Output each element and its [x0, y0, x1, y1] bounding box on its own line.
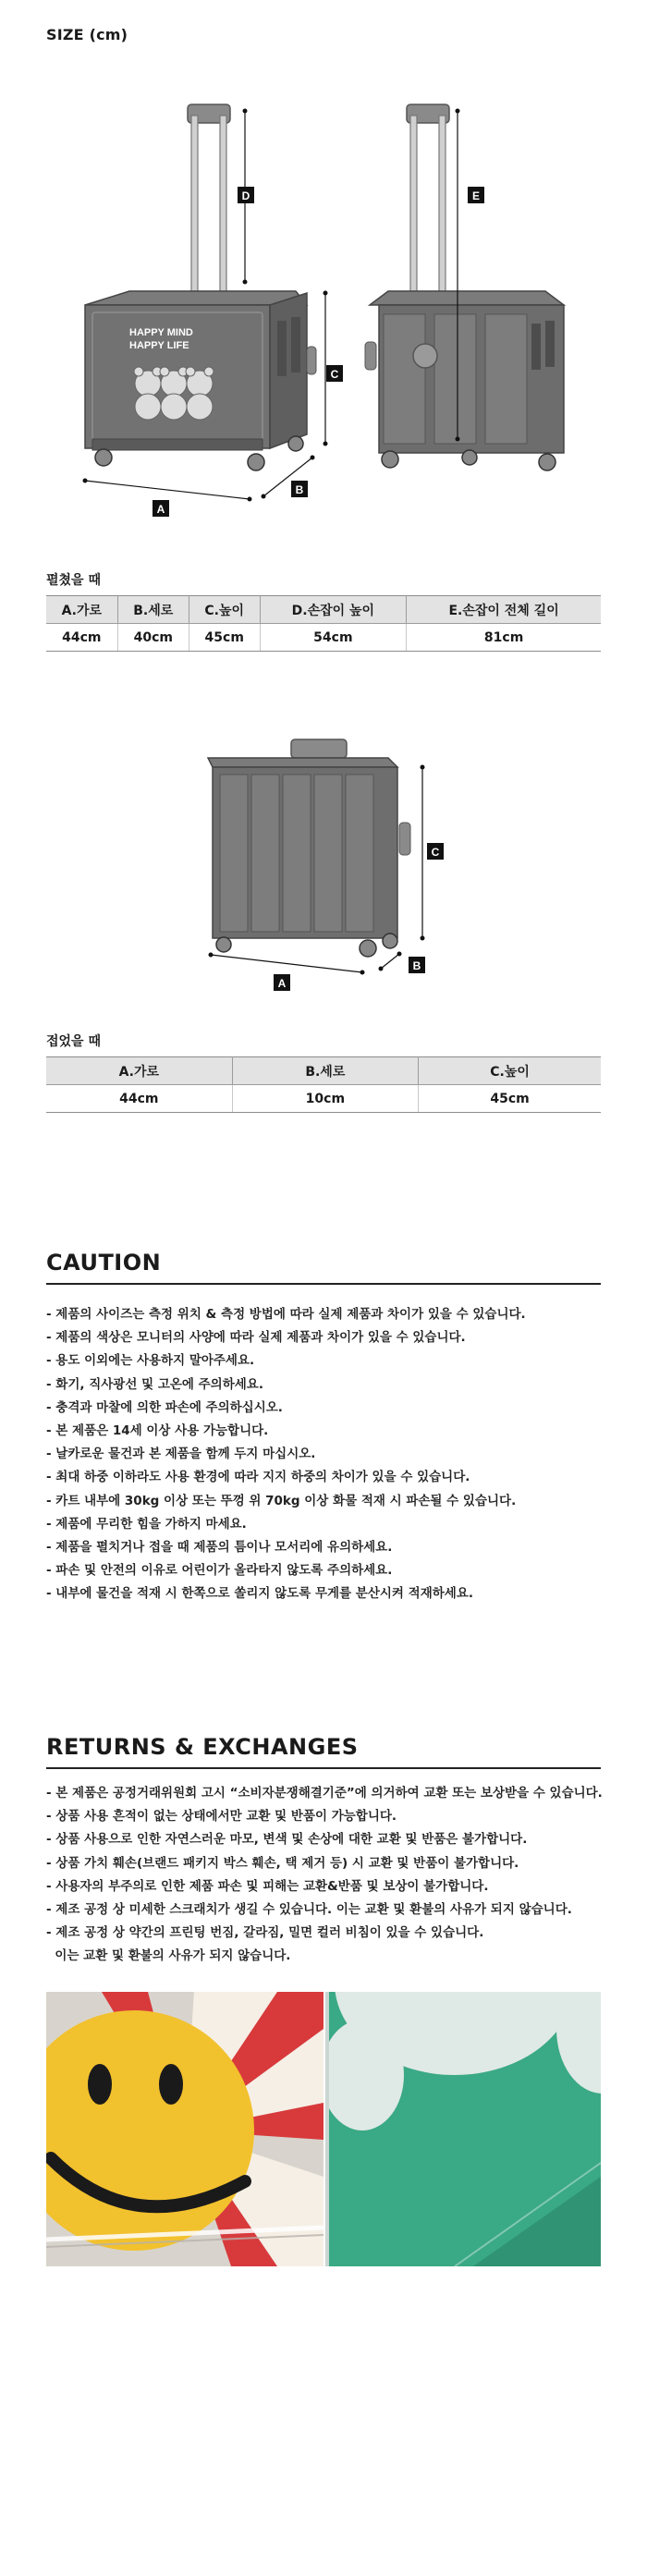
list-item: - 파손 및 안전의 이유로 어린이가 올라타지 않도록 주의하세요. — [46, 1563, 393, 1579]
marker-d-label: D — [241, 189, 250, 202]
list-item: - 제품의 사이즈는 측정 위치 & 측정 방법에 따라 실제 제품과 차이가 있을 수 있습니다. — [46, 1307, 526, 1322]
list-item: - 상품 사용으로 인한 자연스러운 마모, 변색 및 손상에 대한 교환 및 반품은 불가합니다. — [46, 1832, 528, 1848]
table-row — [46, 624, 601, 652]
cart-print-line1: HAPPY MIND — [129, 327, 193, 338]
list-item: - 카트 내부에 30kg 이상 또는 뚜껑 위 70kg 이상 화물 적재 시 파손될 수 있습니다. — [46, 1493, 517, 1508]
marker-b-label: B — [412, 959, 421, 972]
table-header: B.세로 — [232, 1057, 418, 1085]
list-item: - 내부에 물건을 적재 시 한쪽으로 쏠리지 않도록 무게를 분산시켜 적재하세요. — [46, 1586, 474, 1602]
open-size-table — [46, 595, 601, 652]
folded-size-table — [46, 1056, 601, 1113]
folded-state-label: 접었을 때 — [46, 1034, 101, 1049]
cart-print-line2: HAPPY LIFE — [129, 340, 189, 351]
marker-b-label: B — [295, 483, 304, 496]
folded-cart-diagram — [185, 730, 481, 1007]
list-item: - 상품 가치 훼손(브랜드 패키지 박스 훼손, 택 제거 등) 시 교환 및 반품이 불가합니다. — [46, 1855, 519, 1871]
table-cell: 44cm — [46, 624, 117, 652]
folded-cart-illustration — [185, 730, 481, 1007]
list-item: - 사용자의 부주의로 인한 제품 파손 및 피해는 교환&반품 및 보상이 불가합니다. — [46, 1878, 489, 1894]
list-item: - 제품의 색상은 모니터의 사양에 따라 실제 제품과 차이가 있을 수 있습니다. — [46, 1330, 466, 1346]
table-cell: 45cm — [419, 1085, 601, 1113]
marker-a-label: A — [156, 503, 165, 516]
list-item: - 용도 이외에는 사용하지 말아주세요. — [46, 1353, 255, 1369]
caution-list — [46, 1303, 619, 1606]
table-header: C.높이 — [419, 1057, 601, 1085]
size-title: SIZE (cm) — [46, 26, 128, 43]
list-item: - 제조 공정 상 미세한 스크래치가 생길 수 있습니다. 이는 교환 및 환불의 사유가 되지 않습니다. — [46, 1902, 572, 1918]
table-cell: 45cm — [189, 624, 260, 652]
list-item: - 충격과 마찰에 의한 파손에 주의하십시오. — [46, 1399, 283, 1415]
caution-title: CAUTION — [46, 1250, 601, 1285]
returns-title: RETURNS & EXCHANGES — [46, 1734, 601, 1769]
table-header: C.높이 — [189, 596, 260, 624]
list-item: - 제품에 무리한 힘을 가하지 마세요. — [46, 1516, 247, 1532]
front-cart-lid — [85, 291, 307, 305]
list-item: - 상품 사용 흔적이 없는 상태에서만 교환 및 반품이 가능합니다. — [46, 1809, 397, 1825]
table-cell: 44cm — [46, 1085, 232, 1113]
front-cart-handle-bar-left — [191, 116, 198, 310]
list-item: - 제조 공정 상 약간의 프린팅 번짐, 갈라짐, 밀면 컬러 비침이 있을 수 있습니다. — [46, 1925, 484, 1941]
list-item: - 최대 하중 이하라도 사용 환경에 따라 지지 하중의 차이가 있을 수 있습니다. — [46, 1470, 470, 1485]
bear-print-illustration — [134, 367, 214, 420]
table-header: A.가로 — [46, 1057, 232, 1085]
table-cell: 40cm — [117, 624, 189, 652]
table-cell: 10cm — [232, 1085, 418, 1113]
folded-cart-handle — [291, 739, 347, 758]
table-cell: 54cm — [260, 624, 407, 652]
table-header-row — [46, 596, 601, 624]
open-cart-illustration — [65, 88, 619, 541]
list-item: - 본 제품은 14세 이상 사용 가능합니다. — [46, 1423, 269, 1439]
marker-c-label: C — [330, 368, 339, 381]
table-header: D.손잡이 높이 — [260, 596, 407, 624]
table-header: B.세로 — [117, 596, 189, 624]
list-item: - 본 제품은 공정거래위원회 고시 “소비자분쟁해결기준”에 의거하여 교환 또는 보상받을 수 있습니다. — [46, 1786, 603, 1801]
list-item: - 화기, 직사광선 및 고온에 주의하세요. — [46, 1376, 263, 1392]
list-item: - 날카로운 물건과 본 제품을 함께 두지 마십시오. — [46, 1447, 316, 1462]
open-cart-diagram — [65, 88, 619, 541]
table-cell: 81cm — [407, 624, 601, 652]
table-header-row — [46, 1057, 601, 1085]
open-state-label: 펼쳤을 때 — [46, 573, 101, 588]
returns-list — [46, 1782, 619, 1969]
smiley-print-closeup-photo — [46, 1992, 324, 2266]
marker-c-label: C — [431, 846, 440, 859]
folded-cart-lid — [208, 758, 397, 767]
table-row — [46, 1085, 601, 1113]
marker-a-label: A — [277, 977, 287, 990]
table-header: A.가로 — [46, 596, 117, 624]
table-header: E.손잡이 전체 길이 — [407, 596, 601, 624]
list-item: - 제품을 펼치거나 접을 때 제품의 틈이나 모서리에 유의하세요. — [46, 1540, 393, 1556]
list-item: 이는 교환 및 환불의 사유가 되지 않습니다. — [46, 1948, 291, 1964]
marker-e-label: E — [471, 189, 481, 202]
front-cart-handle-bar-right — [220, 116, 226, 310]
side-cart-lid — [370, 291, 564, 305]
mint-print-closeup-photo — [325, 1992, 601, 2266]
front-cart-side-panel — [270, 293, 307, 448]
